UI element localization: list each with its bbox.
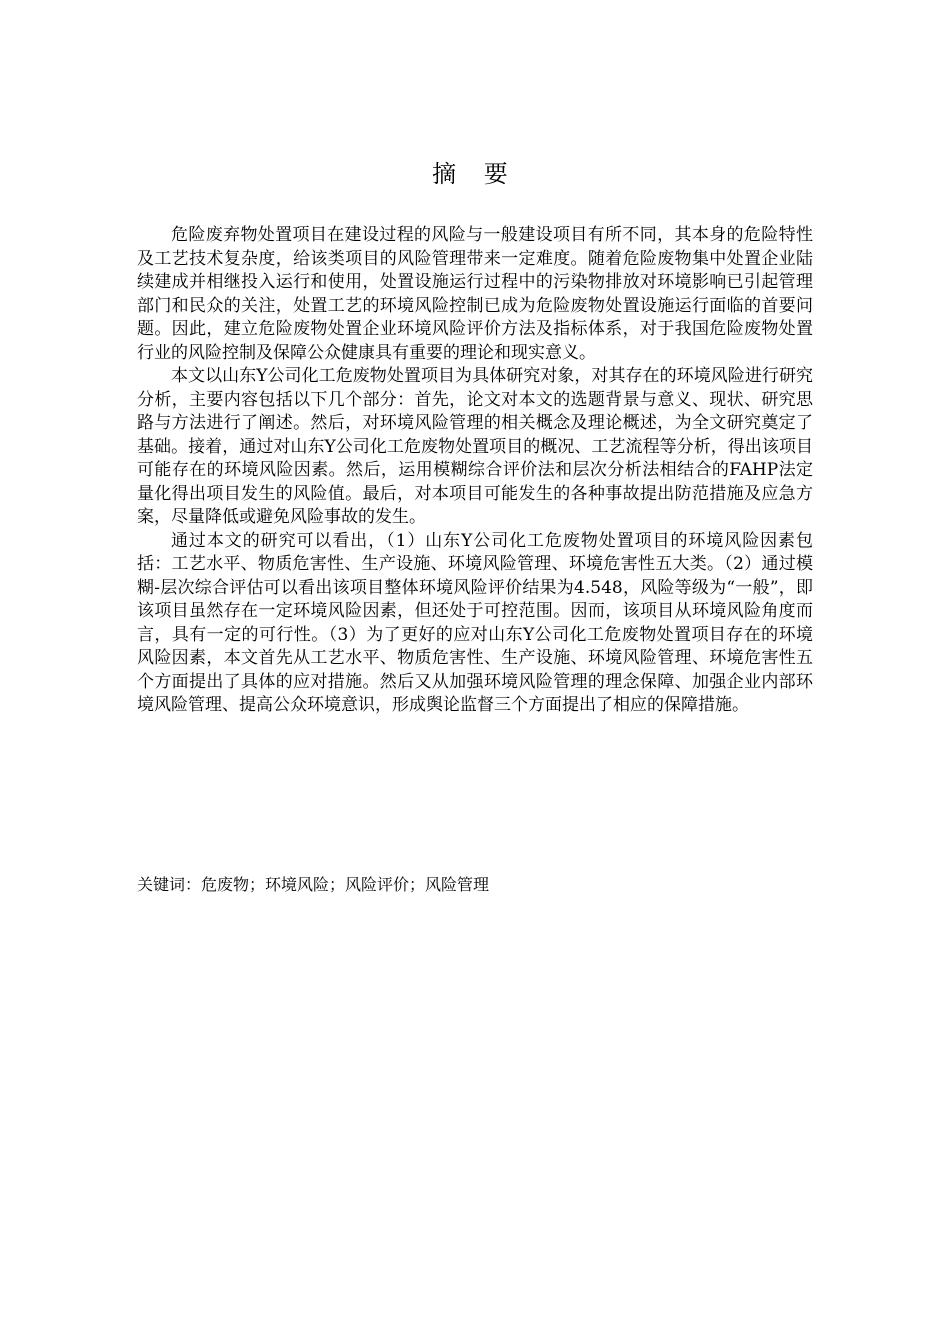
abstract-title: 摘 要 [432, 160, 518, 188]
abstract-body [137, 224, 813, 718]
keywords-label: 关键词： [137, 875, 202, 894]
abstract-paragraph-2: 本文以山东Y公司化工危废物处置项目为具体研究对象，对其存在的环境风险进行研究分析，主要内容包括以下几个部分：首先，论文对本文的选题背景与意义、现状、研究思路与方法进行了阐述。然后，对环境风险管理的相关概念及理论概述，为全文研究奠定了基础。接着，通过对山东Y公司化工危废物处置项目的概况、工艺流程等分析，得出该项目可能存在的环境风险因素。然后，运用模糊综合评价法和层次分析法相结合的FAHP法定量化得出项目发生的风险值。最后，对本项目可能发生的各种事故提出防范措施及应急方案，尽量降低或避免风险事故的发生。 [137, 366, 813, 527]
abstract-paragraph-3: 通过本文的研究可以看出，（1）山东Y公司化工危废物处置项目的环境风险因素包括：工艺水平、物质危害性、生产设施、环境风险管理、环境危害性五大类。（2）通过模糊-层次综合评估可以看出该项目整体环境风险评价结果为4.548，风险等级为“一般”，即该项目虽然存在一定环境风险因素，但还处于可控范围。因而，该项目从环境风险角度而言，具有一定的可行性。（3）为了更好的应对山东Y公司化工危废物处置项目存在的环境风险因素，本文首先从工艺水平、物质危害性、生产设施、环境风险管理、环境危害性五个方面提出了具体的应对措施。然后又从加强环境风险管理的理念保障、加强企业内部环境风险管理、提高公众环境意识，形成舆论监督三个方面提出了相应的保障措施。 [137, 530, 813, 715]
keywords-text: 危废物；环境风险；风险评价；风险管理 [201, 875, 490, 894]
keywords-line [137, 874, 813, 896]
abstract-paragraph-1: 危险废弃物处置项目在建设过程的风险与一般建设项目有所不同，其本身的危险特性及工艺技术复杂度，给该类项目的风险管理带来一定难度。随着危险废物集中处置企业陆续建成并相继投入运行和使用，处置设施运行过程中的污染物排放对环境影响已引起管理部门和民众的关注，处置工艺的环境风险控制已成为危险废物处置设施运行面临的首要问题。因此，建立危险废物处置企业环境风险评价方法及指标体系，对于我国危险废物处置行业的风险控制及保障公众健康具有重要的理论和现实意义。 [137, 225, 813, 363]
